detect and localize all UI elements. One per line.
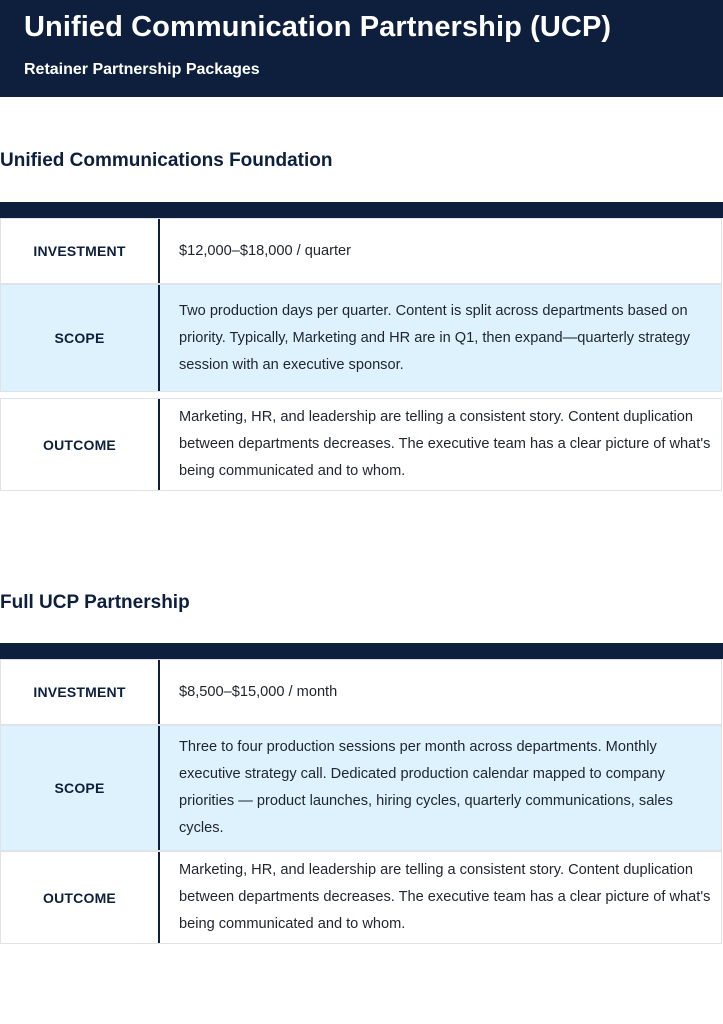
table-row-investment	[0, 659, 722, 725]
page-title: Unified Communication Partnership (UCP)	[24, 11, 612, 43]
row-label: OUTCOME	[0, 852, 160, 943]
page-subtitle: Retainer Partnership Packages	[24, 61, 260, 78]
table-header-bar	[0, 202, 723, 218]
table-row-outcome	[0, 398, 722, 491]
row-label: SCOPE	[0, 726, 160, 850]
table-row-investment	[0, 218, 722, 284]
row-value: Two production days per quarter. Content is split across departments based on priority. Typically, Marketing and HR are in Q1, then expand—quarterly strategy session with an executive sponsor.	[179, 302, 691, 373]
table-row-scope	[0, 284, 722, 392]
row-value: Marketing, HR, and leadership are telling a consistent story. Content duplication between departments decreases. The executive team has a clear picture of what's being communicated and to whom.	[179, 409, 711, 479]
row-label: INVESTMENT	[0, 660, 160, 724]
table-row-scope	[0, 725, 722, 851]
row-label: SCOPE	[0, 285, 160, 391]
row-value: $12,000–$18,000 / quarter	[179, 242, 352, 259]
row-value: Marketing, HR, and leadership are telling a consistent story. Content duplication between departments decreases. The executive team has a clear picture of what's being communicated and to whom.	[179, 862, 711, 932]
table-header-bar	[0, 643, 723, 659]
row-label: OUTCOME	[0, 399, 160, 490]
row-value: $8,500–$15,000 / month	[179, 683, 338, 700]
table-row-outcome	[0, 851, 722, 944]
row-label: INVESTMENT	[0, 219, 160, 283]
row-value: Three to four production sessions per month across departments. Monthly executive strategy call. Dedicated production calendar mapped to company priorities — product launches, hiring cycles, quarterly communications, sales cycles.	[179, 739, 673, 836]
page-header	[0, 0, 723, 97]
package-title-foundation: Unified Communications Foundation	[0, 150, 333, 171]
package-title-full-ucp: Full UCP Partnership	[0, 592, 190, 613]
